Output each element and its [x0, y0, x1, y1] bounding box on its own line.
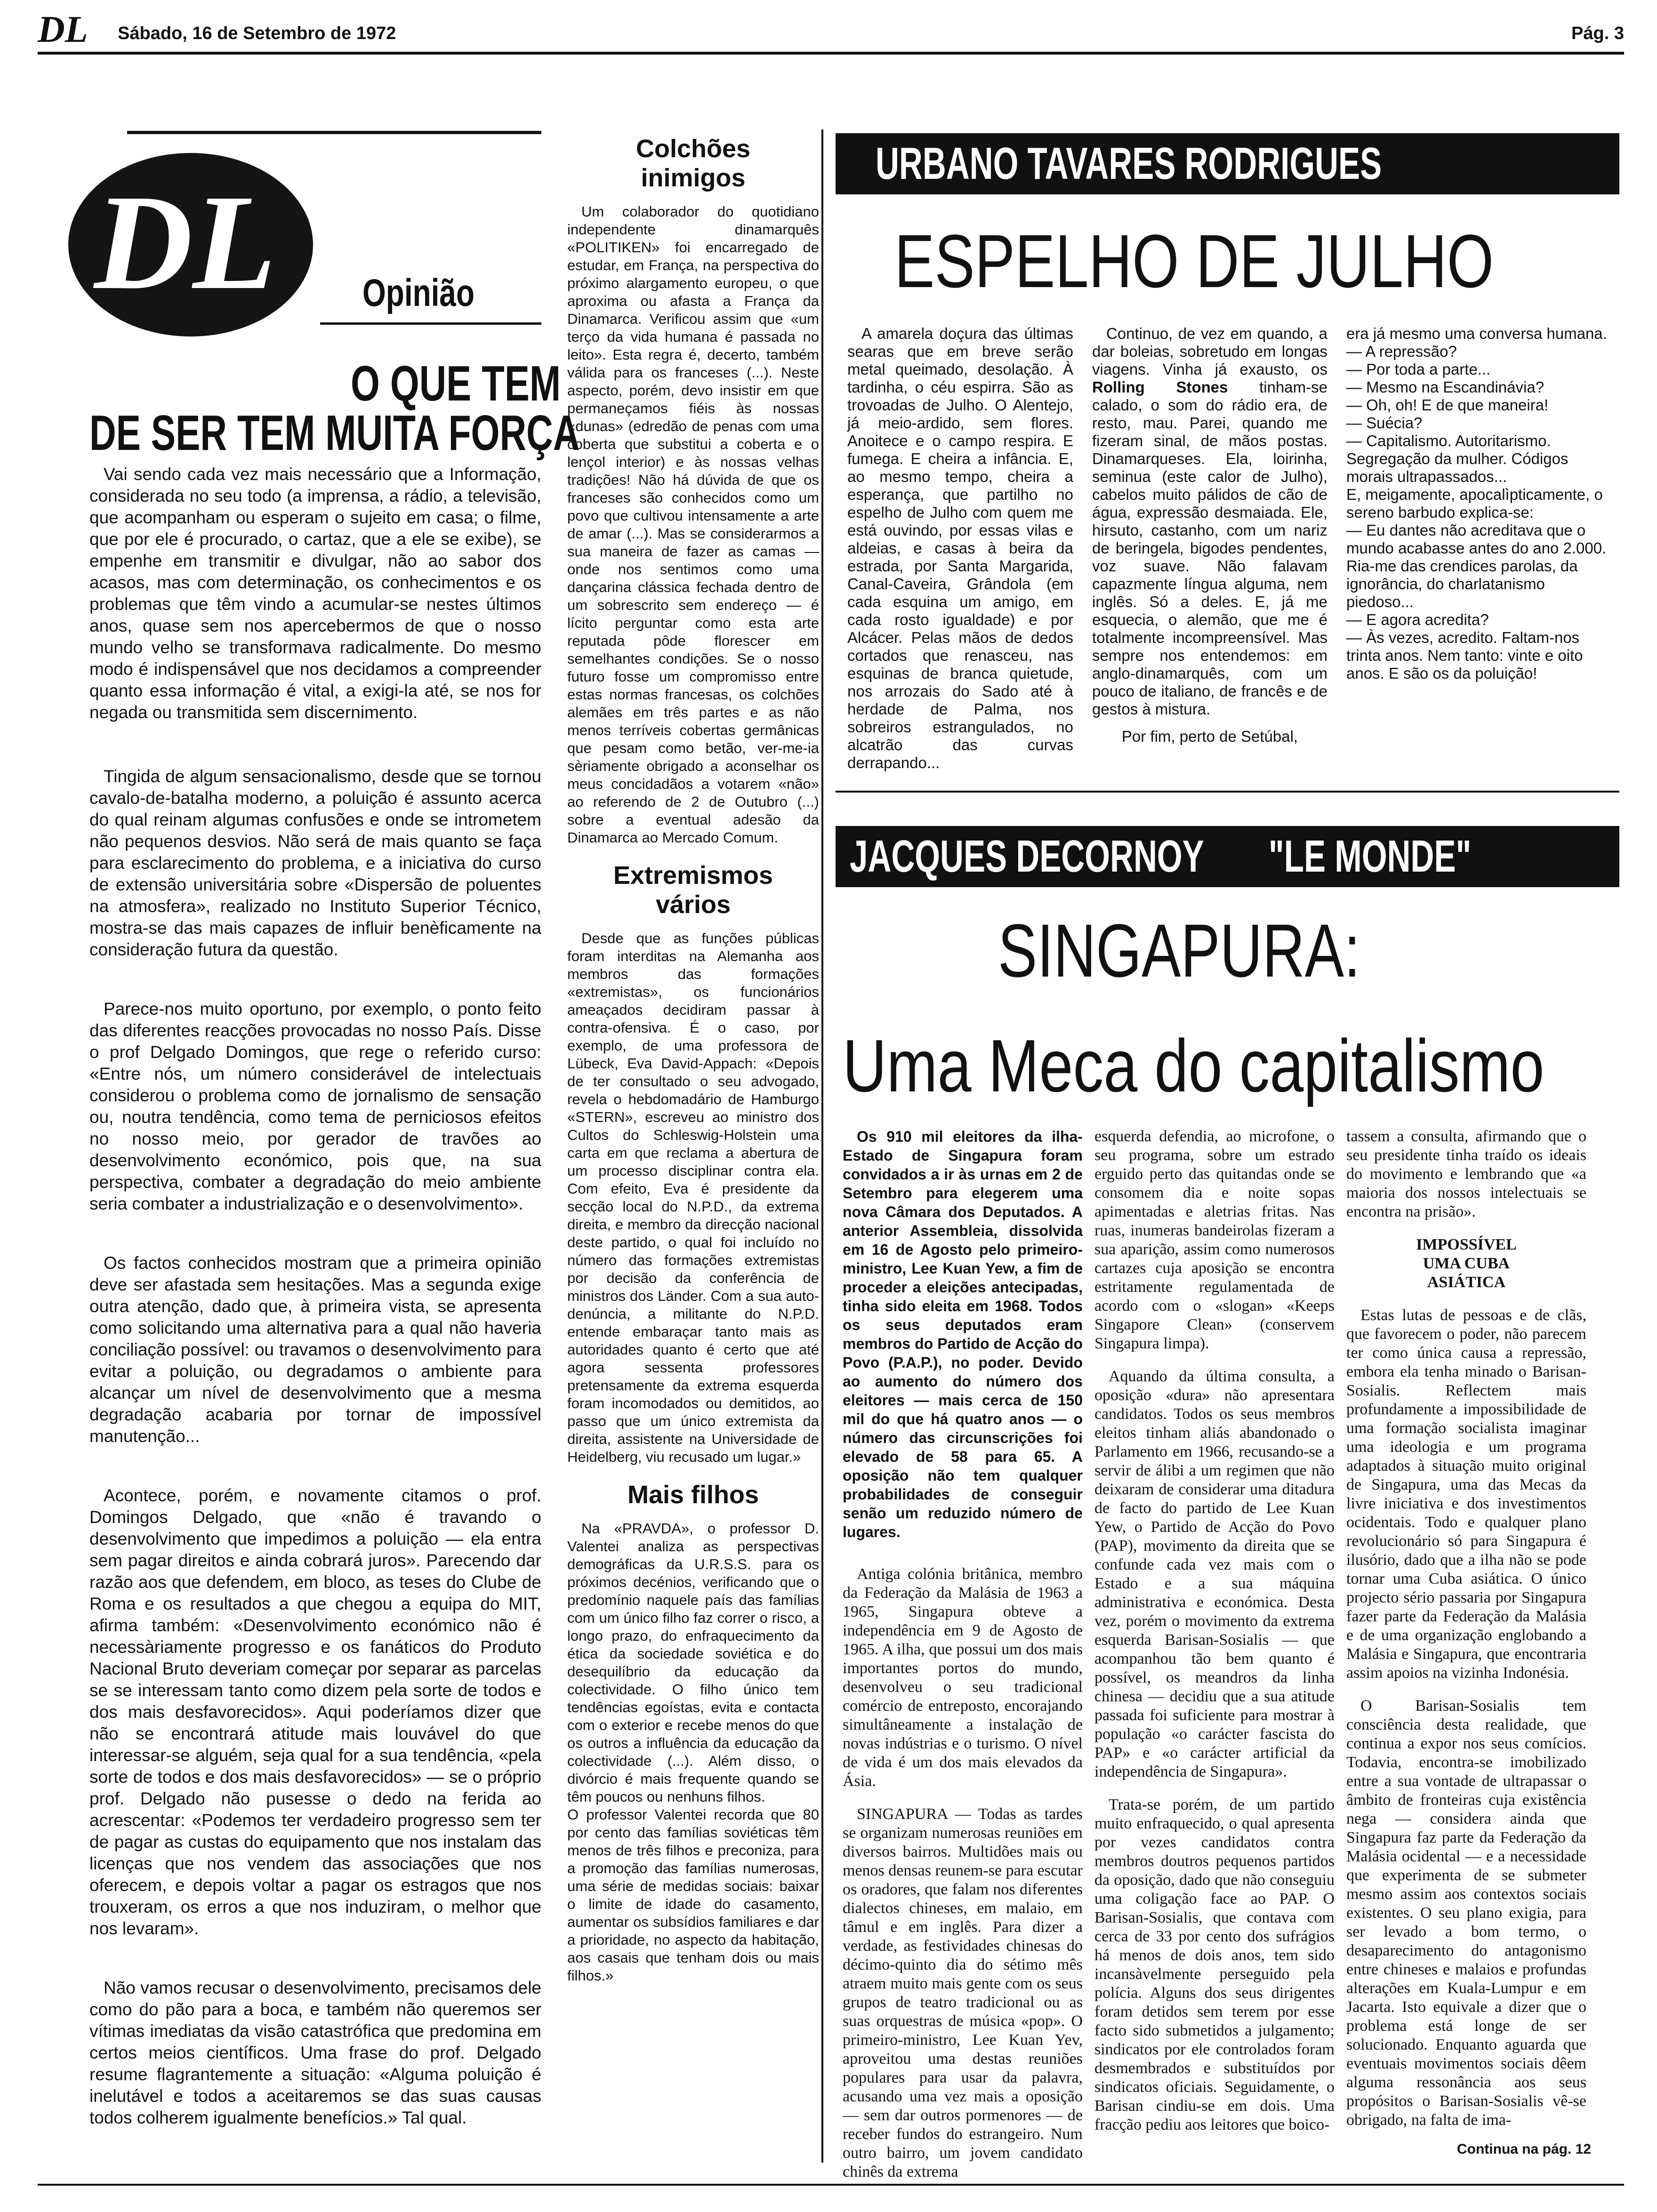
- editorial-paragraph: Tingida de algum sensacionalismo, desde que se tornou cavalo-de-batalha moderno, a poluição é assunto acerca do qual reinam algumas confusões e onde se intrometem não pequenos desvios. Não será de mais quanto se faça para esclarecimento do problema, e a iniciativa do curso de extensão universitária sobre «Dispersão de poluentes na atmosfera», realizado no Instituto Superior Técnico, mostra-se das mais capazes de influir benèficamente na consideração futura da questão.: [89, 767, 541, 959]
- logo-monogram-icon: DL: [94, 167, 276, 318]
- brief-text-extremismos: Desde que as funções públicas foram interditas na Alemanha aos membros das formações «extremistas», os funcionários ameaçados decidiram passar à contra-ofensiva. É o caso, por exemplo, de uma professora de Lübeck, Eva David-Appach: «Depois de ter consultado o seu advogado, revela o hebdomadário de Hamburgo «STERN», escreveu ao ministro dos Cultos do Schleswig-Holstein uma carta em que reclama a abertura de um processo disciplinar contra ela. Com efeito, Eva é presidente da secção local do N.P.D., da extrema direita, e membro da direcção nacional deste partido, o qual foi incluído no número das formações extremistas por decisão da conferência de ministros dos Länder. Com a sua auto-denúncia, a militante do N.P.D. entende embaraçar tanto mais as autoridades quanto é certo que até agora sessenta professores pretensamente da extrema esquerda foram incomodados ou demitidos, ao passo que um único extremista da direita, assistente na Universidade de Heidelberg, viu recusado um lugar.»: [567, 930, 819, 1465]
- briefs-column: [567, 134, 819, 2004]
- singapura-col-2: [1094, 1127, 1335, 2148]
- brief-title-extremismos: Extremismos vários: [613, 861, 773, 919]
- urbano-text-1: A amarela doçura das últimas searas que em breve serão metal queimado, desolação. À tardinha, o céu espirra. São as trovoadas de Julho. O Alentejo, já meio-ardido, sem flores. Anoitece e o campo respira. E fumega. E cheira a infância. E, ao mesmo tempo, cheira a esperança, que partilho no espelho de Julho com quem me está ouvindo, por essas vilas e aldeias, e casas à beira da estrada, por Santa Margarida, Canal-Caveira, Grândola (em cada esquina um amigo, em cada rosto igualdade) e por Alcácer. Pelas mãos de dedos cortados que renasceu, nas esquinas de branca quietude, nos arrozais do Sado até à herdade de Palma, nos sobreiros estrangulados, no alcatrão das curvas derrapando...: [847, 325, 1073, 771]
- singapura-col-1: [843, 1127, 1083, 2196]
- column-divider: [821, 129, 823, 2163]
- singapura-c3-p3: O Barisan-Sosialis tem consciência desta realidade, que continua a expor nos seus comícios. Todavia, encontra-se imobilizado entre a sua vontade de ultrapassar o âmbito de fronteiras cuja existência nega — considera ainda que Singapura faz parte da Federação da Malásia ocidental — e a necessidade que experimenta de se submeter mesmo assim aos contextos sociais existentes. O seu plano exigia, para ser levado a bom termo, o desaparecimento do antagonismo entre chineses e malaios e profundas alterações em Kuala-Lumpur e em Jacarta. Isto equivale a dizer que o problema está longe de ser solucionado. Enquanto aguarda que eventuais movimentos sociais dêem alguma ressonância aos seus propósitos o Barisan-Sosialis vê-se obrigado, na falta de ima-: [1346, 1697, 1586, 2129]
- editorial-paragraph: Não vamos recusar o desenvolvimento, precisamos dele como do pão para a boca, e também não queremos ser vítimas imediatas da visão catastrófica que predomina em certos meios científicos. Uma frase do prof. Delgado resume flagrantemente a situação: «Alguma poluição é inelutável e todos a aceitaremos se das suas causas todos colherem igualmente benefícios.» Tal qual.: [89, 1978, 541, 2127]
- section-underline: [320, 322, 541, 325]
- urbano-title: ESPELHO DE JULHO: [894, 219, 1494, 303]
- urbano-author: URBANO TAVARES RODRIGUES: [876, 138, 1382, 189]
- singapura-c2-p2: Aquando da última consulta, a oposição «dura» não apresentara candidatos. Todos os seus membros eleitos tinham aliás abandonado o Parlamento em 1966, recusando-se a servir de álibi a um regimen que não deixaram de considerar uma ditadura de facto do partido de Lee Kuan Yew, o Partido de Acção do Povo (PAP), movimento da direita que se confunde cada vez mais com o Estado e a sua máquina administrativa e económica. Desta vez, porém o movimento da extrema esquerda Barisan-Sosialis — que acompanhou tão bem quanto é possível, os meandros da linha chinesa — decidiu que a sua atitude passada foi suficiente para mostrar à população «o carácter fascista do PAP» e «o carácter artificial da independência de Singapura».: [1094, 1368, 1335, 1780]
- urbano-col-1: [847, 325, 1073, 791]
- singapura-lead: Os 910 mil eleitores da ilha-Estado de Singapura foram convidados a ir às urnas em 2 de Setembro para elegerem uma nova Câmara dos Deputados. A anterior Assembleia, dissolvida em 16 de Agosto pelo primeiro-ministro, Lee Kuan Yew, a fim de proceder a eleições antecipadas, tinha sido eleita em 1968. Todos os seus deputados eram membros do Partido de Acção do Povo (P.A.P.), no poder. Devido ao aumento do número dos eleitores — mais cerca de 150 mil do que há quatro anos — o número das circunscrições foi elevado de 58 para 65. A oposição não tem qualquer probabilidades de conseguir senão um reduzido número de lugares.: [843, 1128, 1083, 1540]
- singapura-c2-p3: Trata-se porém, de um partido muito enfraquecido, o qual apresenta por vezes candidatos contra membros doutros pequenos partidos da oposição, dado que não conseguiu uma coligação face ao PAP. O Barisan-Sosialis, que contava com cerca de 33 por cento dos sufrágios há menos de dois anos, tem sido incansàvelmente perseguido pela polícia. Alguns dos seus dirigentes foram detidos sem terem por esse facto sido submetidos a julgamento; sindicatos por ele controlados foram desmembrados e substituídos por sindicatos oficiais. Seguidamente, o Barisan cindiu-se em dois. Uma fracção pediu aos leitores que boico-: [1094, 1796, 1335, 2133]
- editorial-paragraph: Acontece, porém, e novamente citamos o prof. Domingos Delgado, que «não é travando o desenvolvimento que impedimos a poluição — ela entra sem pagar direitos e ainda cobrará juros». Parecendo dar razão aos que defendem, em bloco, as teses do Clube de Roma e os resultados a que chegou a equipa do MIT, afirma também: «Desenvolvimento económico não é necessàriamente progresso e os fanáticos do Produto Nacional Bruto deveriam começar por separar as parcelas se se interessam tanto como dizem pela sorte de todos e dos mais desfavorecidos». Aqui poderíamos dizer que não se encontrará atitude mais louvável do que interessar-se alguém, seja qual for a sua tendência, «pela sorte de todos e dos mais desfavorecidos» — se o próprio prof. Delgado não pusesse o dedo na ferida ao acrescentar: «Podemos ter verdadeiro progresso sem ter de pagar as custas do equipamento que nos instalam das licenças que nos vendem das associações que nos oferecem, e depois voltar a pagar os estragos que nos trouxeram, os erros a que nos induziram, o melhor que nos levaram».: [89, 1486, 541, 1938]
- page-bottom-rule: [38, 2184, 1624, 2186]
- editorial-body: [89, 464, 541, 2148]
- editorial-headline-2: DE SER TEM MUITA FORÇA: [89, 405, 580, 461]
- masthead-rule: [38, 52, 1624, 55]
- singapura-col-3: [1346, 1127, 1586, 2144]
- editorial-top-rule: [127, 131, 541, 134]
- urbano-author-bar: [836, 133, 1619, 194]
- singapura-c2-p1: esquerda defendia, ao microfone, o seu programa, sobre um estrado erguido perto das quitandas onde se consomem dia e noite sopas apimentadas e aletrias fritas. Nas ruas, inumeras bandeirolas fizeram a sua aparição, assim como numerosos cartazes cuja aposição se encontra estritamente regulamentada de acordo com o «slogan» «Keeps Singapore Clean» (conservem Singapura limpa).: [1094, 1128, 1335, 1352]
- urbano-text-3: era já mesmo uma conversa humana. — A repressão? — Por toda a parte... — Mesmo na Escandinávia? — Oh, oh! E de que maneira! — Suécia? — Capitalismo. Autoritarismo. Segregação da mulher. Códigos morais ultrapassados... E, meigamente, apocalìpticamente, o sereno barbudo explica-se: — Eu dantes não acreditava que o mundo acabasse antes do ano 2.000. Ria-me das crendices parolas, da ignorância, do charlatanismo piedoso... — E agora acredita? — Às vezes, acredito. Faltam-nos trinta anos. Nem tanto: vinte e oito anos. E são os da poluição!: [1346, 325, 1607, 682]
- continued-link[interactable]: Continua na pág. 12: [1457, 2141, 1592, 2157]
- singapura-source: "LE MONDE": [1269, 831, 1472, 882]
- brief-text-mais-filhos: Na «PRAVDA», o professor D. Valentei analiza as perspectivas demográficas da U.R.S.S. para os próximos decénios, verificando que o predomínio naquele país das famílias com um único filho faz correr o risco, a longo prazo, do enfraquecimento da ética da sociedade soviética e do desequilíbrio da educação da colectividade. O filho único tem tendências egoístas, evita e contacta com o exterior e recebe menos do que os outros a influência da educação da colectividade (...). Além disso, o divórcio é mais frequente quando se têm poucos ou nenhuns filhos. O professor Valentei recorda que 80 por cento das famílias soviéticas têm menos de três filhos e preconiza, para a promoção das famílias numerosas, uma série de medidas sociais: baixar o limite de idade do casamento, aumentar os subsídios familiares e dar a prioridade, no aspecto da habitação, aos casais que tenham dois ou mais filhos.»: [567, 1520, 819, 1984]
- singapura-c3-subhead: IMPOSSÍVEL UMA CUBA ASIÁTICA: [1416, 1236, 1517, 1291]
- editorial-section: Opinião: [362, 272, 475, 314]
- urbano-text-2b: tinham-se calado, o som do rádio era, de resto, mau. Parei, quando me fizeram sinal, de mãos postas. Dinamarqueses. Ela, loirinha, seminua (este calor de Julho), cabelos muito pálidos de cão de água, expressão desmaiada. Ele, hirsuto, castanho, com um nariz de beringela, bigodes pendentes, voz suave. Não falavam capazmente língua alguma, nem inglês. Só a deles. E, já me esquecia, o alemão, que me é totalmente incompreensível. Mas sempre nos entendemos: em anglo-dinamarquês, com um pouco de italiano, de francês e de gestos à mistura.: [1092, 378, 1327, 718]
- urbano-sign: Por fim, perto de Setúbal,: [1121, 728, 1298, 745]
- singapura-author: JACQUES DECORNOY: [850, 831, 1204, 882]
- singapura-c3-p1: tassem a consulta, afirmando que o seu presidente tinha traído os ideais do movimento e lembrando que «a maioria dos nossos intelectuais se encontra na prisão».: [1346, 1128, 1586, 1220]
- brief-title-colchoes: Colchões inimigos: [635, 135, 751, 192]
- singapura-c1-p3: SINGAPURA — Todas as tardes se organizam numerosas reuniões em diversos bairros. Multidões mais ou menos densas reunem-se para escutar os oradores, que falam nos diferentes dialectos chineses, em malaio, em tâmul e em inglês. Para dizer a verdade, as festividades chinesas do décimo-quinto dia do sétimo mês atraem muito mais gente com os seus grupos de teatro tradicional ou as suas orquestras de música «pop». O primeiro-ministro, Lee Kuan Yev, aproveitou uma destas reuniões populares para usar da palavra, acusando uma vez mais a oposição — sem dar outros pormenores — de receber fundos do estrangeiro. Num outro bairro, um jovem candidato chinês da extrema: [843, 1805, 1083, 2180]
- urbano-text-2: [1092, 325, 1327, 718]
- urbano-band-name: Rolling Stones: [1092, 378, 1228, 396]
- urbano-text-2a: Continuo, de vez em quando, a dar boleias, sobretudo em longas viagens. Vinha já exausto, os: [1092, 325, 1327, 378]
- brief-title-mais-filhos: Mais filhos: [627, 1481, 759, 1509]
- urbano-bottom-rule: [836, 791, 1619, 793]
- singapura-c1-p2: Antiga colónia britânica, membro da Federação da Malásia de 1963 a 1965, Singapura obteve a independência em 9 de Agosto de 1965. A ilha, que possui um dos mais importantes portos do mundo, desenvolveu o seu tradicional comércio de entreposto, encorajando simultâneamente a instalação de novas indústrias e o turismo. O nível de vida é um dos mais elevados da Ásia.: [843, 1565, 1083, 1790]
- masthead-logo: DL: [38, 9, 88, 50]
- editorial-paragraph: Parece-nos muito oportuno, por exemplo, o ponto feito das diferentes reacções provocadas no nosso País. Disse o prof Delgado Domingos, que rege o referido curso: «Entre nós, um número considerável de intelectuais considerou o problema como de jornalismo de sensação ou, noutra tendência, como tema de perniciosos efeitos no nosso meio, por gerador de travões ao desenvolvimento económico, pois que, na sua perspectiva, combater a degradação do meio ambiente seria combater a industrialização e o desenvolvimento».: [89, 999, 541, 1213]
- singapura-author-bar: [836, 826, 1619, 887]
- brief-text-colchoes: Um colaborador do quotidiano independente dinamarquês «POLITIKEN» foi encarregado de estudar, em França, na perspectiva do próximo alargamento europeu, o que aproxima ou afasta a França da Dinamarca. Verificou assim que «um terço da vida humana é passada no leito». Esta regra é, decerto, também válida para os franceses (...). Neste aspecto, porém, devo insistir em que permaneçamos fiéis às nossas «dunas» (edredão de penas com uma coberta que substitui a coberta e o lençol interior) e às nossas velhas tradições! Não há dúvida de que os franceses são conhecidos como um povo que cultivou intensamente a arte de amar (...). Mas se considerarmos a sua maneira de fazer as camas — onde nos sentimos como uma dançarina clássica fechada dentro de um sobrescrito sem endereço — é lícito perguntar como esta arte reputada pôde florescer em semelhantes condições. Se o nosso futuro fosse um compromisso entre estas normas francesas, os colchões alemães em três partes e as não menos terríveis cobertas germânicas que pesam como betão, ver-me-ia sèriamente obrigado a aconselhar os meus concidadãos a votarem «não» ao referendo de 2 de Outubro (...) sobre a eventual adesão da Dinamarca ao Mercado Comum.: [567, 203, 819, 846]
- editorial-paragraph: Os factos conhecidos mostram que a primeira opinião deve ser afastada sem hesitações. Mas a segunda exige outra atenção, dado que, à primeira vista, se apresenta como solicitando uma alternativa para a qual não haveria conciliação possível: ou travamos o desenvolvimento para evitar a poluição, ou degradamos o ambiente para alcançar um nível de desenvolvimento que a mesma degradação acabaria por tornar de impossível manutenção...: [89, 1253, 541, 1446]
- urbano-col-3: [1346, 325, 1610, 701]
- page-number: Pág. 3: [1571, 24, 1624, 43]
- editorial-logo-circle: [68, 153, 313, 337]
- singapura-subtitle: Uma Meca do capitalismo: [843, 1025, 1544, 1107]
- editorial-headline-1: O QUE TEM: [351, 356, 561, 411]
- urbano-col-2: [1092, 325, 1327, 764]
- masthead: [38, 8, 1624, 53]
- singapura-title: SINGAPURA:: [998, 908, 1360, 993]
- singapura-c3-p2: Estas lutas de pessoas e de clãs, que favorecem o poder, não parecem ter como única causa a repressão, embora ela tenha minado o Barisan-Sosialis. Reflectem mais profundamente a impossibilidade de uma formação socialista imaginar uma ideologia e um programa adaptados à situação muito original de Singapura, uma das Mecas da livre iniciativa e dos investimentos ocidentais. Todo e qualquer plano revolucionário só para Singapura é ilusório, dado que a ilha não se pode tornar uma Cuba asiática. O único projecto sério passaria por Singapura fazer parte da Federação da Malásia e de uma organização englobando a Malásia e Singapura, que encontraria assim apoios na vizinha Indonésia.: [1346, 1306, 1586, 1682]
- editorial-paragraph: Vai sendo cada vez mais necessário que a Informação, considerada no seu todo (a imprensa, a rádio, a televisão, que acompanham ou esperam o sujeito em casa; o filme, que por ele é procurado, o cartaz, que a ele se exibe), se empenhe em transmitir e divulgar, não ao sabor dos acasos, mas com determinação, os conhecimentos e os problemas que têm vindo a acumular-se nestes últimos anos, quase sem nos apercebermos de que o nosso mundo velho se transformava radicalmente. Do mesmo modo é indispensável que nos decidamos a compreender quanto essa informação é vital, a exigi-la até, se nos for negada ou transmitida sem discernimento.: [89, 465, 541, 722]
- masthead-date: Sábado, 16 de Setembro de 1972: [118, 24, 396, 43]
